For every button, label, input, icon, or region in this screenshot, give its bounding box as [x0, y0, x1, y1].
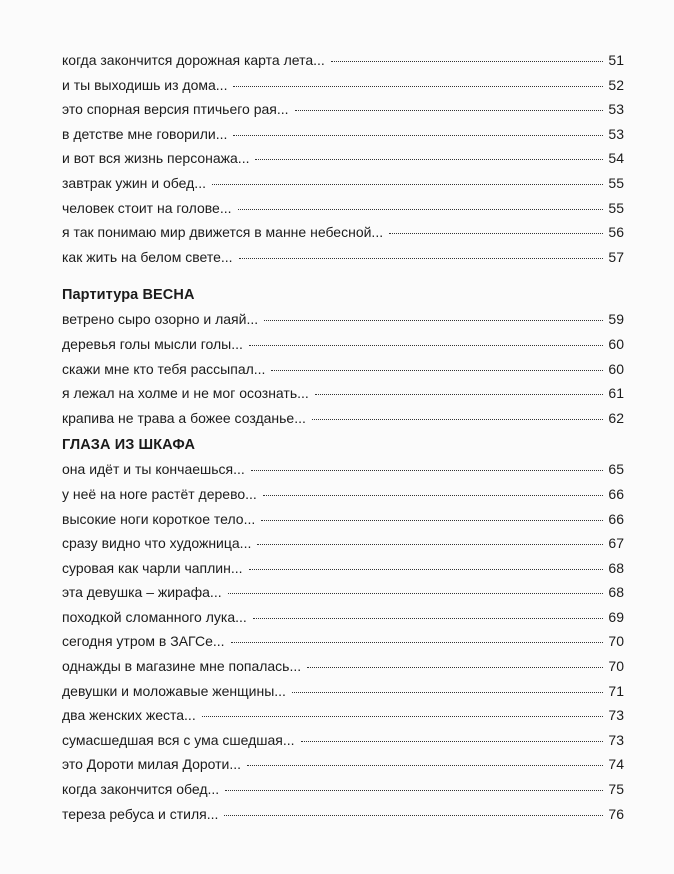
entry-title: сумасшедшая вся с ума сшедшая... [62, 731, 295, 748]
toc-entry [62, 332, 624, 357]
entry-title: скажи мне кто тебя рассыпал... [62, 360, 266, 377]
leader-dots [312, 418, 603, 420]
entry-title: два женских жеста... [62, 707, 196, 724]
entry-page: 68 [608, 584, 624, 601]
leader-dots [295, 109, 603, 111]
entry-title: и ты выходишь из дома... [62, 76, 228, 93]
entry-page: 57 [608, 248, 624, 265]
toc-entry [62, 703, 624, 728]
entry-page: 66 [608, 510, 624, 527]
entry-page: 66 [608, 485, 624, 502]
leader-dots [212, 183, 603, 185]
entry-title: сразу видно что художница... [62, 535, 252, 552]
entry-title: это спорная версия птичьего рая... [62, 101, 289, 118]
toc-entry [62, 171, 624, 196]
toc-entry [62, 73, 624, 98]
entry-page: 53 [608, 125, 624, 142]
toc-entry [62, 605, 624, 630]
leader-dots [228, 592, 603, 594]
toc-entry [62, 507, 624, 532]
entry-title: высокие ноги короткое тело... [62, 510, 256, 527]
entry-title: однажды в магазине мне попалась... [62, 658, 302, 675]
leader-dots [301, 740, 603, 742]
entry-title: в детстве мне говорили... [62, 125, 228, 142]
entry-page: 51 [608, 52, 624, 68]
section-heading: ГЛАЗА ИЗ ШКАФА [62, 437, 196, 454]
toc-entry [62, 406, 624, 431]
leader-dots [224, 814, 603, 816]
entry-title: ветрено сыро озорно и лаяй... [62, 311, 259, 328]
entry-page: 60 [608, 335, 624, 352]
leader-dots [225, 789, 603, 791]
entry-page: 60 [608, 360, 624, 377]
entry-page: 75 [608, 781, 624, 798]
leader-dots [389, 232, 603, 234]
toc-section [62, 433, 624, 826]
toc-entry [62, 97, 624, 122]
entry-title: девушки и моложавые женщины... [62, 682, 286, 699]
leader-dots [307, 666, 603, 668]
toc-entry [62, 752, 624, 777]
toc-entry [62, 122, 624, 147]
entry-page: 71 [608, 682, 624, 699]
entry-title: деревья голы мысли голы... [62, 335, 243, 352]
entry-page: 70 [608, 633, 624, 650]
toc-entry [62, 196, 624, 221]
entry-page: 74 [608, 756, 624, 773]
toc-section [62, 283, 624, 430]
toc-entry [62, 679, 624, 704]
toc-entry [62, 629, 624, 654]
entry-page: 53 [608, 101, 624, 118]
leader-dots [239, 257, 603, 259]
leader-dots [271, 369, 603, 371]
leader-dots [247, 764, 603, 766]
entry-title: походкой сломанного лука... [62, 608, 247, 625]
leader-dots [233, 85, 603, 87]
entry-page: 56 [608, 224, 624, 241]
toc-entry [62, 728, 624, 753]
entry-title: как жить на белом свете... [62, 248, 233, 265]
entry-title: эта девушка – жирафа... [62, 584, 222, 601]
entry-page: 59 [608, 311, 624, 328]
entry-title: завтрак ужин и обед... [62, 174, 206, 191]
toc-entry [62, 220, 624, 245]
leader-dots [233, 134, 603, 136]
toc-entry [62, 146, 624, 171]
toc-entry [62, 580, 624, 605]
entry-page: 62 [608, 409, 624, 426]
toc-entry [62, 381, 624, 406]
leader-dots [315, 393, 603, 395]
toc-entry [62, 777, 624, 802]
leader-dots [253, 617, 603, 619]
entry-page: 55 [608, 199, 624, 216]
leader-dots [249, 568, 603, 570]
leader-dots [331, 60, 603, 62]
entry-page: 65 [608, 461, 624, 478]
entry-title: крапива не трава а божее созданье... [62, 409, 306, 426]
toc-entry [62, 245, 624, 270]
entry-page: 54 [608, 150, 624, 167]
leader-dots [264, 319, 603, 321]
entry-page: 76 [608, 805, 624, 822]
entry-page: 52 [608, 76, 624, 93]
entry-title: когда закончится дорожная карта лета... [62, 52, 325, 68]
entry-title: человек стоит на голове... [62, 199, 232, 216]
leader-dots [292, 691, 603, 693]
toc-entry [62, 556, 624, 581]
leader-dots [238, 208, 603, 210]
leader-dots [263, 494, 603, 496]
table-of-contents [62, 48, 624, 826]
leader-dots [249, 344, 603, 346]
toc-section [62, 48, 624, 269]
leader-dots [261, 519, 603, 521]
section-heading: Партитура ВЕСНА [62, 287, 195, 304]
toc-entry [62, 482, 624, 507]
toc-entry [62, 307, 624, 332]
leader-dots [231, 641, 603, 643]
entry-title: у неё на ноге растёт дерево... [62, 485, 257, 502]
leader-dots [257, 543, 603, 545]
entry-title: когда закончится обед... [62, 781, 220, 798]
toc-entry [62, 457, 624, 482]
entry-page: 69 [608, 608, 624, 625]
entry-title: суровая как чарли чаплин... [62, 559, 243, 576]
entry-page: 73 [608, 707, 624, 724]
entry-title: я так понимаю мир движется в манне небесной... [62, 224, 384, 241]
leader-dots [255, 158, 603, 160]
entry-title: я лежал на холме и не мог осознать... [62, 385, 309, 402]
entry-page: 67 [608, 535, 624, 552]
toc-entry [62, 48, 624, 73]
entry-page: 70 [608, 658, 624, 675]
leader-dots [202, 715, 603, 717]
toc-entry [62, 802, 624, 827]
toc-entry [62, 531, 624, 556]
entry-page: 73 [608, 731, 624, 748]
entry-title: она идёт и ты кончаешься... [62, 461, 245, 478]
entry-title: это Дороти милая Дороти... [62, 756, 242, 773]
entry-title: сегодня утром в ЗАГСе... [62, 633, 225, 650]
entry-title: и вот вся жизнь персонажа... [62, 150, 250, 167]
entry-page: 68 [608, 559, 624, 576]
entry-page: 61 [608, 385, 624, 402]
entry-title: тереза ребуса и стиля... [62, 805, 219, 822]
entry-page: 55 [608, 174, 624, 191]
toc-entry [62, 654, 624, 679]
toc-entry [62, 357, 624, 382]
leader-dots [251, 469, 603, 471]
